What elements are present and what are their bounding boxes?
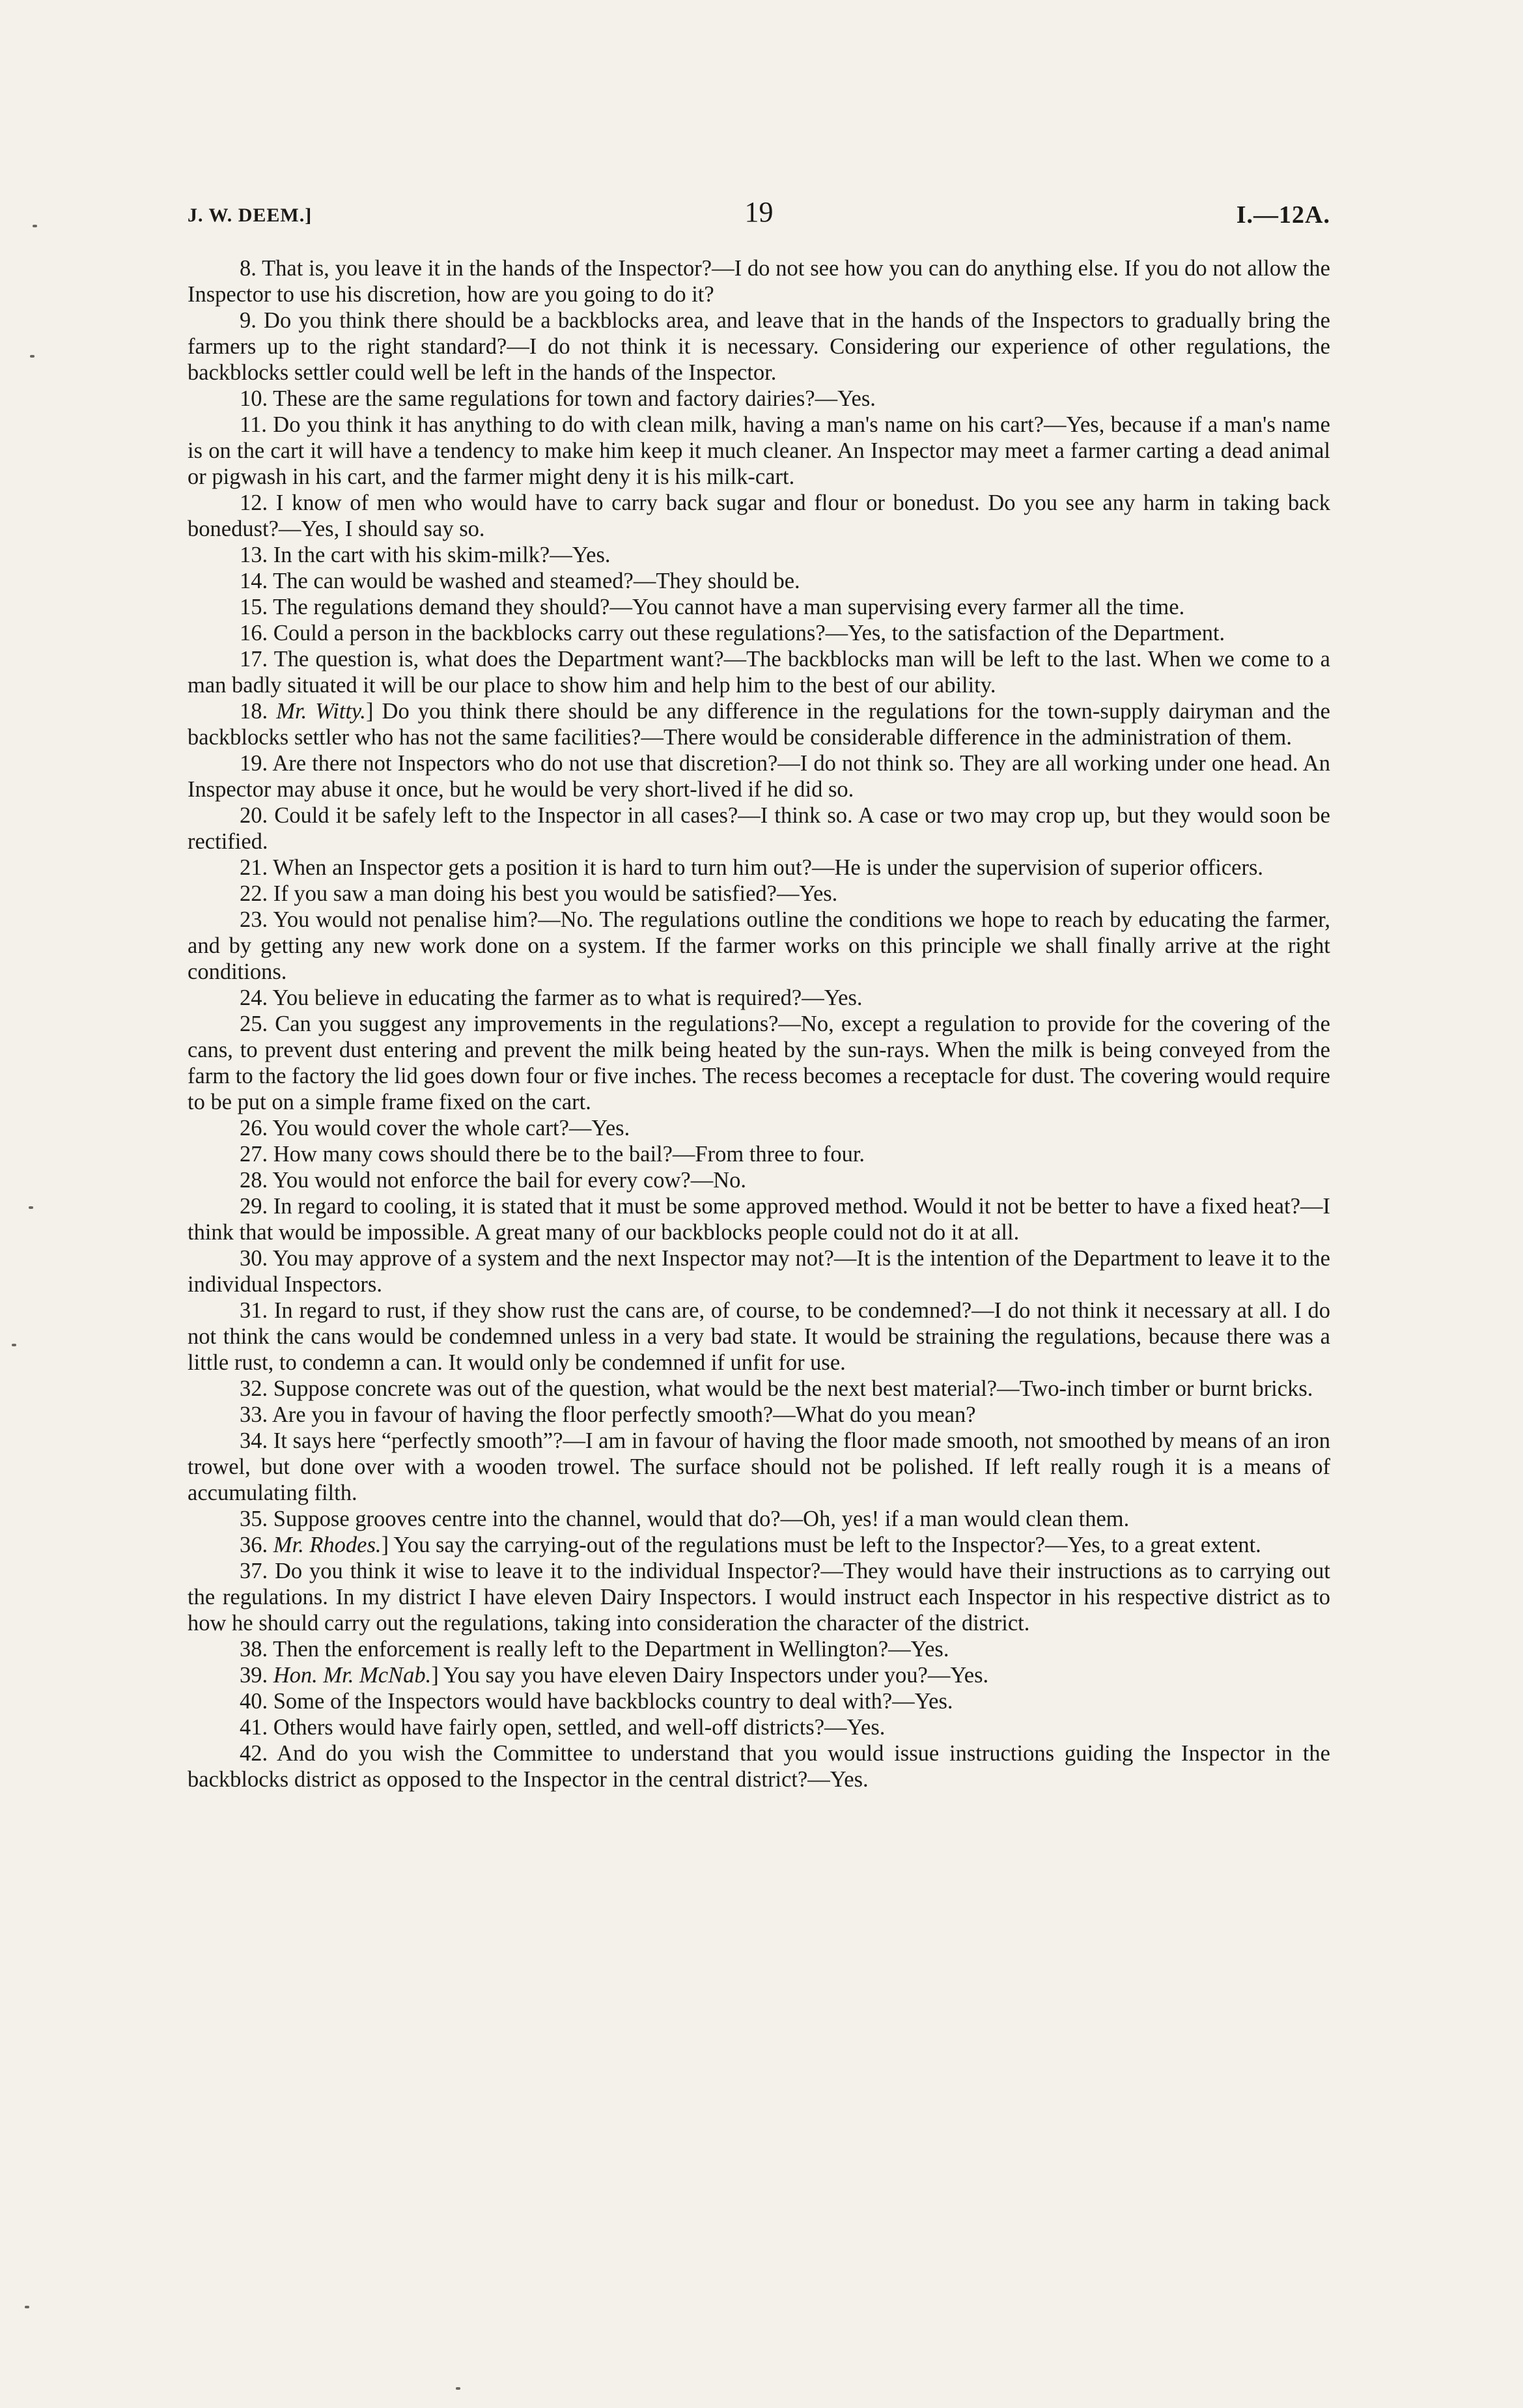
testimony-entry: 23. You would not penalise him?—No. The regulations outline the conditions we hope to reach by educating the farmer, and by getting any new work done on a system. If the farmer works on this principle we shall finally arrive at the right conditions. (188, 907, 1330, 984)
testimony-body (188, 255, 1330, 1792)
testimony-entry: 40. Some of the Inspectors would have backblocks country to deal with?—Yes. (240, 1689, 953, 1714)
testimony-entry: 17. The question is, what does the Department want?—The backblocks man will be left to the last. When we come to a man badly situated it will be our place to show him and help him to the best of our ability. (188, 647, 1330, 698)
testimony-entry: 35. Suppose grooves centre into the channel, would that do?—Oh, yes! if a man would clean them. (240, 1507, 1130, 1531)
testimony-entry: 28. You would not enforce the bail for every cow?—No. (240, 1168, 746, 1193)
scan-speck (12, 1344, 16, 1346)
paper-reference: I.—12A. (1236, 201, 1330, 229)
testimony-entry: 24. You believe in educating the farmer as to what is required?—Yes. (240, 985, 863, 1010)
testimony-entry: 16. Could a person in the backblocks carry out these regulations?—Yes, to the satisfaction of the Department. (240, 621, 1225, 645)
witness-name: J. W. DEEM.] (188, 205, 313, 226)
testimony-entry: 12. I know of men who would have to carry back sugar and flour or bonedust. Do you see any harm in taking back bonedust?—Yes, I should say so. (188, 490, 1330, 541)
testimony-entry: 10. These are the same regulations for town and factory dairies?—Yes. (240, 386, 876, 411)
testimony-entry: 27. How many cows should there be to the bail?—From three to four. (240, 1142, 865, 1167)
testimony-entry: 39. Hon. Mr. McNab.] You say you have eleven Dairy Inspectors under you?—Yes. (240, 1663, 989, 1688)
testimony-entry: 14. The can would be washed and steamed?—They should be. (240, 569, 800, 593)
scan-speck (25, 2306, 29, 2308)
testimony-entry: 41. Others would have fairly open, settled, and well-off districts?—Yes. (240, 1715, 886, 1740)
scan-speck (33, 225, 37, 227)
testimony-entry: 13. In the cart with his skim-milk?—Yes. (240, 543, 611, 567)
testimony-entry: 20. Could it be safely left to the Inspector in all cases?—I think so. A case or two may crop up, but they would soon be rectified. (188, 803, 1330, 854)
testimony-entry: 11. Do you think it has anything to do with clean milk, having a man's name on his cart?—Yes, because if a man's name is on the cart it will have a tendency to make him keep it much cleaner. An Inspector may meet a farmer carting a dead animal or pigwash in his cart, and the farmer might deny it is his milk-cart. (188, 412, 1330, 489)
testimony-entry: 26. You would cover the whole cart?—Yes. (240, 1116, 630, 1140)
speaker-name: Mr. Witty. (276, 699, 366, 724)
testimony-entry: 18. Mr. Witty.] Do you think there should be any difference in the regulations for the town-supply dairyman and the backblocks settler who has not the same facilities?—There would be considerable difference in the administration of them. (188, 699, 1330, 750)
speaker-name: Mr. Rhodes. (273, 1533, 382, 1557)
testimony-entry: 36. Mr. Rhodes.] You say the carrying-out of the regulations must be left to the Inspector?—Yes, to a great extent. (240, 1533, 1261, 1557)
page-header (188, 195, 1330, 234)
testimony-entry: 29. In regard to cooling, it is stated that it must be some approved method. Would it not be better to have a fixed heat?—I think that would be impossible. A great many of our backblocks people could not do it at all. (188, 1194, 1330, 1245)
scan-speck (29, 1206, 33, 1209)
testimony-entry: 34. It says here “perfectly smooth”?—I am in favour of having the floor made smooth, not smoothed by means of an iron trowel, but done over with a wooden trowel. The surface should not be polished. If left really rough it is a means of accumulating filth. (188, 1428, 1330, 1505)
testimony-entry: 22. If you saw a man doing his best you would be satisfied?—Yes. (240, 881, 838, 906)
page-number: 19 (744, 196, 774, 228)
testimony-entry: 33. Are you in favour of having the floor perfectly smooth?—What do you mean? (240, 1402, 976, 1427)
testimony-entry: 8. That is, you leave it in the hands of the Inspector?—I do not see how you can do anything else. If you do not allow the Inspector to use his discretion, how are you going to do it? (188, 256, 1330, 307)
speaker-name: Hon. Mr. McNab. (273, 1663, 432, 1688)
testimony-entry: 31. In regard to rust, if they show rust the cans are, of course, to be condemned?—I do not think it necessary at all. I do not think the cans would be condemned unless in a very bad state. It would be straining the regulations, because there was a little rust, to condemn a can. It would only be condemned if unfit for use. (188, 1298, 1330, 1375)
testimony-entry: 21. When an Inspector gets a position it is hard to turn him out?—He is under the supervision of superior officers. (240, 855, 1263, 880)
scan-speck (456, 2387, 460, 2390)
testimony-entry: 15. The regulations demand they should?—You cannot have a man supervising every farmer all the time. (240, 595, 1185, 619)
testimony-entry: 19. Are there not Inspectors who do not use that discretion?—I do not think so. They are all working under one head. An Inspector may abuse it once, but he would be very short-lived if he did so. (188, 751, 1330, 802)
testimony-entry: 38. Then the enforcement is really left to the Department in Wellington?—Yes. (240, 1637, 949, 1662)
testimony-entry: 25. Can you suggest any improvements in the regulations?—No, except a regulation to provide for the covering of the cans, to prevent dust entering and prevent the milk being heated by the sun-rays. When the milk is being conveyed from the farm to the factory the lid goes down four or five inches. The recess becomes a receptacle for dust. The covering would require to be put on a simple frame fixed on the cart. (188, 1012, 1330, 1114)
testimony-entry: 32. Suppose concrete was out of the question, what would be the next best material?—Two-inch timber or burnt bricks. (240, 1376, 1313, 1401)
testimony-entry: 42. And do you wish the Committee to understand that you would issue instructions guiding the Inspector in the backblocks district as opposed to the Inspector in the central district?—Yes. (188, 1741, 1330, 1792)
scan-speck (30, 355, 35, 358)
testimony-entry: 37. Do you think it wise to leave it to the individual Inspector?—They would have their instructions as to carrying out the regulations. In my district I have eleven Dairy Inspectors. I would instruct each Inspector in his respective district as to how he should carry out the regulations, taking into consideration the character of the district. (188, 1559, 1330, 1636)
testimony-entry: 9. Do you think there should be a backblocks area, and leave that in the hands of the Inspectors to gradually bring the farmers up to the right standard?—I do not think it is necessary. Considering our experience of other regulations, the backblocks settler could well be left in the hands of the Inspector. (188, 308, 1330, 385)
testimony-entry: 30. You may approve of a system and the next Inspector may not?—It is the intention of the Department to leave it to the individual Inspectors. (188, 1246, 1330, 1297)
